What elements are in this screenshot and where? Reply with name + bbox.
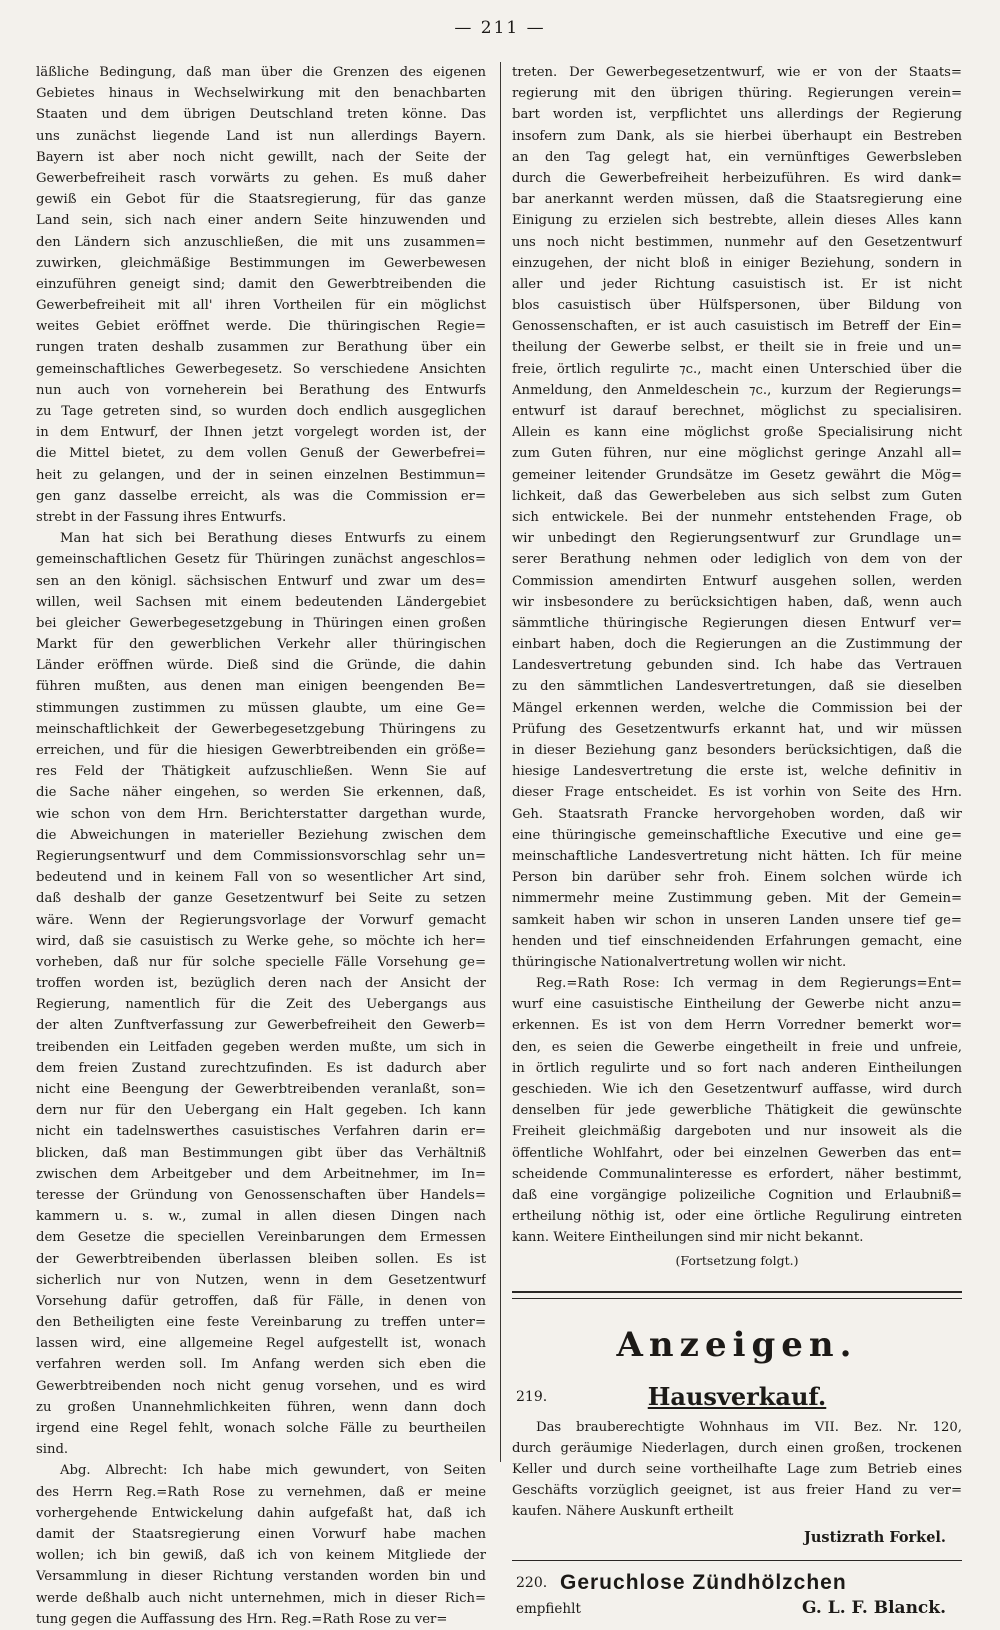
text-line: Das brauberechtigte Wohnhaus im VII. Bez. Nr. 120, xyxy=(536,1419,962,1435)
text-line: in örtlich regulirte und so fort nach anderen Eintheilungen xyxy=(512,1060,962,1076)
text-line: Mängel erkennen werden, welche die Commission bei der xyxy=(512,700,962,716)
right-column-text xyxy=(512,62,962,1249)
ad-body xyxy=(512,1417,962,1523)
text-line: gewiß ein Gebot für die Staatsregierung, für das ganze xyxy=(36,192,486,208)
text-line: scheidende Communalinteresse es erfordert, näher bestimmt, xyxy=(512,1166,962,1182)
text-line: verfahren werden soll. Im Anfang werden sich eben die xyxy=(36,1357,486,1373)
text-line: Staaten und dem übrigen Deutschland treten könne. Das xyxy=(36,107,486,123)
text-line: des Herrn Reg.=Rath Rose zu vernehmen, daß er meine xyxy=(36,1484,486,1500)
text-line: wollen; ich bin gewiß, daß ich von keinem Mitgliede der xyxy=(36,1548,486,1564)
text-line: gemeinschaftliches Gewerbegesetz. So verschiedene Ansichten xyxy=(36,361,486,377)
right-column xyxy=(512,62,962,1625)
text-line: gen ganz dasselbe erreicht, als was die Commission er= xyxy=(36,488,486,504)
text-line: nicht ein tadelnswerthes casuistisches Verfahren darin er= xyxy=(36,1124,486,1140)
text-line: erkennen. Es ist von dem Herrn Vorredner bemerkt wor= xyxy=(512,1018,962,1034)
text-line: denselben für jede gewerbliche Thätigkeit die gewünschte xyxy=(512,1103,962,1119)
text-line: Prüfung des Gesetzentwurfs erkannt hat, und wir müssen xyxy=(512,721,962,737)
text-line: sicherlich nur von Nutzen, wenn in dem Gesetzentwurf xyxy=(36,1272,486,1288)
text-line: henden und tief einschneidenden Erfahrungen gemacht, eine xyxy=(512,933,962,949)
ad-title: Hausverkauf. xyxy=(647,1381,827,1411)
text-line: willen, weil Sachsen mit einem bedeutenden Ländergebiet xyxy=(36,594,486,610)
text-line: Versammlung in dieser Richtung verstanden worden bin und xyxy=(36,1569,486,1585)
text-line: Markt für den gewerblichen Verkehr aller thüringischen xyxy=(36,637,486,653)
text-line: entwurf ist darauf berechnet, möglichst zu specialisiren. xyxy=(512,404,962,419)
text-line: zuwirken, gleichmäßige Bestimmungen im Gewerbewesen xyxy=(36,255,486,271)
text-line: bedeutend und in keinem Fall von so wesentlicher Art sind, xyxy=(36,870,486,886)
text-line: meinschaftlichkeit der Gewerbegesetzgebung Thüringens zu xyxy=(36,721,486,737)
text-line: freie, örtlich regulirte ⁊c., macht einen Unterschied über die xyxy=(512,361,962,377)
text-line: teresse der Gründung von Genossenschaften über Handels= xyxy=(36,1187,486,1203)
text-line: eine thüringische gemeinschaftliche Executive und eine ge= xyxy=(512,827,962,843)
text-line: die Abweichungen in materieller Beziehung zwischen dem xyxy=(36,827,486,843)
text-line: aller und jeder Richtung casuistisch ist. Er ist nicht xyxy=(512,276,962,292)
text-line: öffentliche Wohlfahrt, oder bei einzelnen Gewerben das ent= xyxy=(512,1145,962,1161)
text-line: den, es seien die Gewerbe eingetheilt in freie und unfreie, xyxy=(512,1039,962,1055)
text-line: dem Gesetze die speciellen Vereinbarungen dem Ermessen xyxy=(36,1230,486,1246)
text-line: bei gleicher Gewerbegesetzgebung in Thüringen einen großen xyxy=(36,615,486,631)
text-line: der alten Zunftverfassung zur Gewerbefreiheit den Gewerb= xyxy=(36,1018,486,1034)
text-line: in dieser Beziehung ganz besonders berücksichtigen, daß die xyxy=(512,743,962,758)
text-line: lichkeit, daß das Gewerbeleben aus sich selbst zum Guten xyxy=(512,488,962,504)
ad-title: Geruchlose Zündhölzchen xyxy=(560,1571,847,1595)
text-line: samkeit haben wir schon in unseren Landen unsere tief ge= xyxy=(512,912,962,928)
text-line: läßliche Bedingung, daß man über die Grenzen des eigenen xyxy=(36,65,486,80)
text-line: sen an den königl. sächsischen Entwurf und zwar um des= xyxy=(36,573,486,589)
text-line: Regierung, namentlich für die Zeit des Uebergangs aus xyxy=(36,997,486,1013)
text-line: durch die Gewerbefreiheit herbeizuführen. Es wird dank= xyxy=(512,170,962,186)
text-line: tung gegen die Auffassung des Hrn. Reg.=Rath Rose zu ver= xyxy=(36,1611,448,1627)
text-line: blos casuistisch über Hülfspersonen, über Bildung von xyxy=(512,298,962,314)
text-line: meinschaftliche Landesvertretung nicht hätten. Ich für meine xyxy=(512,848,962,864)
text-line: Einigung zu erzielen sich bestrebte, allein dieses Alles kann xyxy=(512,213,962,229)
text-line: bar anerkannt werden müssen, daß die Staatsregierung eine xyxy=(512,192,962,208)
text-line: ertheilung nöthig ist, oder eine örtliche Regulirung eintreten xyxy=(512,1209,962,1225)
text-line: wir insbesondere zu berücksichtigen haben, daß, wenn auch xyxy=(512,594,962,610)
text-line: Genossenschaften, er ist auch casuistisch im Betreff der Ein= xyxy=(512,319,962,335)
text-line: blicken, daß man Bestimmungen gibt über das Verhältniß xyxy=(36,1145,486,1161)
text-line: Keller und durch seine vortheilhafte Lage zum Betrieb eines xyxy=(512,1461,962,1477)
page-number: — 211 — xyxy=(454,18,546,38)
text-line: sämmtliche thüringische Regierungen diesen Entwurf ver= xyxy=(512,615,962,631)
text-line: den Betheiligten eine feste Vereinbarung zu treffen unter= xyxy=(36,1315,486,1331)
column-divider xyxy=(500,62,501,1462)
text-line: einzuführen geneigt sind; damit den Gewerbtreibenden die xyxy=(36,276,486,292)
ad-number: 220. xyxy=(516,1575,548,1592)
text-line: einbart haben, doch die Regierungen an die Zustimmung der xyxy=(512,637,962,653)
text-line: irgend eine Regel fehlt, wonach solche Fälle zu beurtheilen xyxy=(36,1421,486,1436)
text-line: daß deshalb der ganze Gesetzentwurf bei Seite zu setzen xyxy=(36,891,486,907)
text-line: Gewerbefreiheit mit all' ihren Vortheilen für ein möglichst xyxy=(36,298,486,314)
left-column xyxy=(36,62,486,1630)
text-line: wie schon von dem Hrn. Berichterstatter dargethan wurde, xyxy=(36,806,486,822)
ad-house-sale xyxy=(512,1377,962,1555)
text-line: serer Berathung nehmen oder lediglich von dem von der xyxy=(512,552,962,568)
ad-number: 219. xyxy=(516,1388,548,1405)
text-line: führen mußten, aus denen man einigen beengenden Be= xyxy=(36,679,486,695)
text-line: nicht eine Beengung der Gewerbtreibenden veranlaßt, son= xyxy=(36,1082,486,1097)
text-line: Allein es kann eine möglichst große Specialisirung nicht xyxy=(512,425,962,441)
text-line: insofern zum Dank, als sie hierbei überhaupt ein Bestreben xyxy=(512,128,962,144)
text-line: treten. Der Gewerbegesetzentwurf, wie er von der Staats= xyxy=(512,65,962,80)
text-line: Vorsehung dafür getroffen, daß für Fälle, in denen von xyxy=(36,1293,486,1309)
text-line: bart worden ist, verpflichtet uns allerdings der Regierung xyxy=(512,107,962,123)
text-line: zum Guten führen, nur eine möglichst geringe Anzahl all= xyxy=(512,446,962,462)
text-line: gemeiner leitender Grundsätze im Gesetz gewährt die Mög= xyxy=(512,467,962,483)
text-line: die Mittel bietet, zu dem vollen Genuß der Gewerbefrei= xyxy=(36,446,486,462)
text-line: zu den sämmtlichen Landesvertretungen, daß sie dieselben xyxy=(512,679,962,695)
text-line: Man hat sich bei Berathung dieses Entwurfs zu einem xyxy=(60,531,486,547)
text-line: uns zunächst liegende Land ist nun allerdings Bayern. xyxy=(36,128,486,144)
text-line: dem freien Zustand zurechtzufinden. Es ist dadurch aber xyxy=(36,1060,486,1076)
text-line: vorheben, daß nur für solche specielle Fälle Vorsehung ge= xyxy=(36,954,486,970)
text-line: Geh. Staatsrath Francke hervorgehoben worden, daß wir xyxy=(512,806,962,822)
text-line: damit der Staatsregierung einen Vorwurf habe machen xyxy=(36,1526,486,1542)
ad-verb: empfiehlt xyxy=(516,1601,581,1618)
section-separator xyxy=(512,1291,962,1299)
continuation-note: (Fortsetzung folgt.) xyxy=(675,1252,799,1268)
text-line: daß eine vorgängige polizeiliche Cognition und Erlaubniß= xyxy=(512,1187,962,1203)
text-line: geschieden. Wie ich den Gesetzentwurf auffasse, wird durch xyxy=(512,1082,962,1097)
text-line: strebt in der Fassung ihres Entwurfs. xyxy=(36,509,287,525)
text-line: durch geräumige Niederlagen, durch einen großen, trockenen xyxy=(512,1440,962,1456)
text-line: sind. xyxy=(36,1442,69,1458)
text-line: troffen worden ist, bezüglich deren nach der Ansicht der xyxy=(36,976,486,992)
text-line: gemeinschaftlichen Gesetz für Thüringen zunächst angeschlos= xyxy=(36,552,486,568)
text-line: zu Tage getreten sind, so wurden doch endlich ausgeglichen xyxy=(36,404,486,419)
ad-divider xyxy=(512,1560,962,1561)
text-line: werde deßhalb auch nicht unternehmen, mich in dieser Rich= xyxy=(36,1590,486,1606)
text-line: treibenden ein Leitfaden gegeben werden mußte, um sich in xyxy=(36,1039,486,1055)
text-line: wird, daß sie casuistisch zu Werke gehe, so möchte ich her= xyxy=(36,933,486,949)
text-line: theilung der Gewerbe selbst, er theilt sie in freie und un= xyxy=(512,340,962,356)
text-line: sich entwickele. Bei der nunmehr entstehenden Frage, ob xyxy=(512,509,962,525)
text-line: wurf eine casuistische Eintheilung der Gewerbe nicht anzu= xyxy=(512,997,962,1013)
text-line: die Sache näher eingehen, so werden Sie erkennen, daß, xyxy=(36,785,486,801)
text-line: erreichen, und für die hiesigen Gewerbtreibenden ein größe= xyxy=(36,743,486,758)
text-line: an den Tag gelegt hat, ein vernünftiges Gewerbsleben xyxy=(512,149,962,165)
text-line: hiesige Landesvertretung die erste ist, welche definitiv in xyxy=(512,764,962,780)
text-line: res Feld der Thätigkeit aufzuschließen. Wenn Sie auf xyxy=(36,764,486,780)
text-line: wir unbedingt den Regierungsentwurf zur Grundlage un= xyxy=(512,531,962,547)
text-line: Anmeldung, den Anmeldeschein ⁊c., kurzum der Regierungs= xyxy=(512,382,962,398)
text-line: Länder eröffnen würde. Dieß sind die Gründe, die dahin xyxy=(36,658,486,674)
text-line: kaufen. Nähere Auskunft ertheilt xyxy=(512,1504,734,1520)
text-line: Gebietes hinaus in Wechselwirkung mit den benachbarten xyxy=(36,86,486,102)
text-line: der Gewerbtreibenden überlassen bleiben sollen. Es ist xyxy=(36,1251,486,1267)
text-line: Landesvertretung gebunden sind. Ich habe das Vertrauen xyxy=(512,658,962,674)
text-line: Land sein, sich nach einer andern Seite hinzuwenden und xyxy=(36,213,486,229)
text-line: Person bin darüber sehr froh. Einem solchen würde ich xyxy=(512,870,962,886)
text-line: Freiheit gleichmäßig dargeboten und nur insoweit als die xyxy=(512,1124,962,1140)
text-line: stimmungen zustimmen zu müssen glaubte, um eine Ge= xyxy=(36,700,486,716)
text-line: weites Gebiet eröffnet werde. Die thüringischen Regie= xyxy=(36,319,486,335)
text-line: den Ländern sich anzuschließen, die mit uns zusammen= xyxy=(36,234,486,250)
text-line: rungen traten deshalb zusammen zur Berathung über ein xyxy=(36,340,486,356)
text-line: zu großen Unannehmlichkeiten führen, wenn dann doch xyxy=(36,1399,486,1415)
text-line: dieser Frage entscheidet. Es ist vorhin von Seite des Hrn. xyxy=(512,785,962,801)
text-line: kann. Weitere Eintheilungen sind mir nicht bekannt. xyxy=(512,1230,864,1246)
text-line: Commission amendirten Entwurf ausgehen sollen, werden xyxy=(512,573,962,589)
ad-matches xyxy=(512,1571,962,1625)
ad-header xyxy=(512,1377,962,1417)
text-line: Geschäfts vorzüglich geeignet, ist aus freier Hand zu ver= xyxy=(512,1483,962,1499)
text-line: dern nur für den Uebergang ein Halt gegeben. Ich kann xyxy=(36,1103,486,1119)
text-line: heit zu gelangen, und der in seinen einzelnen Bestimmun= xyxy=(36,467,486,483)
text-line: vorhergehende Entwickelung dahin aufgefaßt hat, daß ich xyxy=(36,1505,486,1521)
text-line: Bayern ist aber noch nicht gewillt, nach der Seite der xyxy=(36,149,486,165)
text-line: kammern u. s. w., zumal in allen diesen Dingen nach xyxy=(36,1209,486,1225)
text-line: wäre. Wenn der Regierungsvorlage der Vorwurf gemacht xyxy=(36,912,486,928)
text-line: Regierungsentwurf und dem Commissionsvorschlag sehr un= xyxy=(36,848,486,864)
text-line: Abg. Albrecht: Ich habe mich gewundert, von Seiten xyxy=(60,1463,486,1479)
text-line: einzugehen, der nicht bloß in einiger Beziehung, sondern in xyxy=(512,255,962,271)
ad-signature: Justizrath Forkel. xyxy=(804,1529,946,1547)
text-line: lassen wird, eine allgemeine Regel aufgestellt ist, wonach xyxy=(36,1336,486,1352)
text-line: uns noch nicht bestimmen, nunmehr auf den Gesetzentwurf xyxy=(512,234,962,250)
ad-firm: G. L. F. Blanck. xyxy=(802,1598,946,1619)
text-line: Gewerbefreiheit rasch vorwärts zu gehen. Es muß daher xyxy=(36,170,486,186)
text-line: nimmermehr meine Zustimmung geben. Mit der Gemein= xyxy=(512,891,962,907)
text-line: Gewerbtreibenden noch nicht genug vorsehen, und es wird xyxy=(36,1378,486,1394)
text-line: thüringische Nationalvertretung wollen wir nicht. xyxy=(512,954,847,970)
text-line: Reg.=Rath Rose: Ich vermag in dem Regierungs=Ent= xyxy=(536,976,962,992)
text-line: in dem Entwurf, der Ihnen jetzt vorgelegt worden ist, der xyxy=(36,425,486,441)
text-line: regierung mit den übrigen thüring. Regierungen verein= xyxy=(512,86,962,102)
announcements-heading: Anzeigen. xyxy=(616,1324,858,1365)
text-line: zwischen dem Arbeitgeber und dem Arbeitnehmer, im In= xyxy=(36,1166,486,1182)
text-line: nun auch von vorneherein bei Berathung des Entwurfs xyxy=(36,382,486,398)
